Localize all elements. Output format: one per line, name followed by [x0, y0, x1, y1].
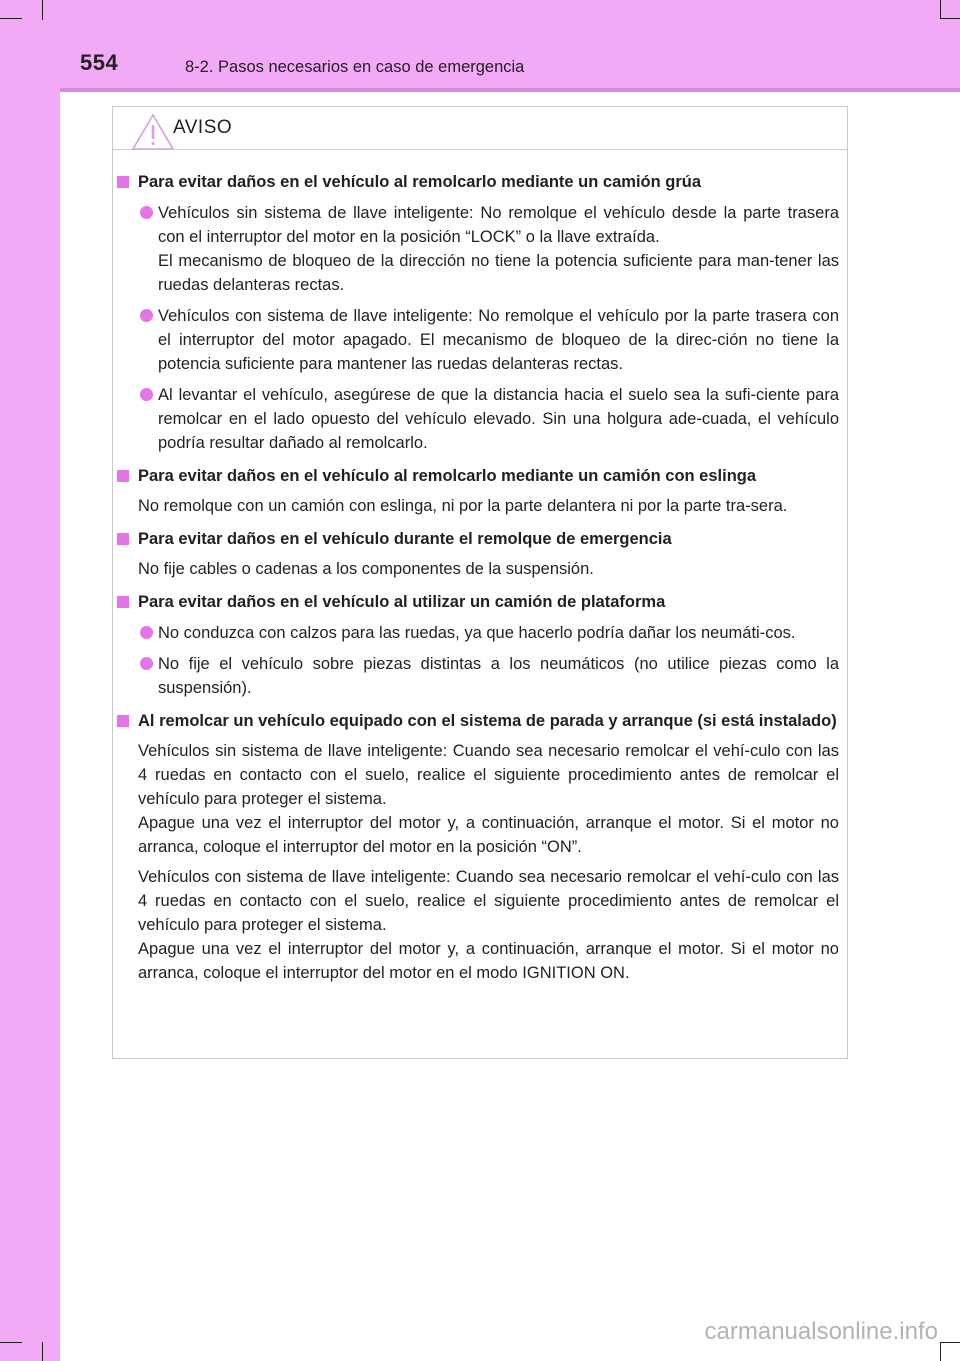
crop-mark [940, 1342, 941, 1361]
warning-triangle-icon [131, 113, 175, 151]
bullet-item: No conduzca con calzos para las ruedas, ya que hacerlo podría dañar los neumáti-cos. [117, 621, 839, 645]
warning-title: AVISO [173, 117, 233, 138]
square-bullet-icon [117, 470, 129, 482]
section-heading: Para evitar daños en el vehículo al utilizar un camión de plataforma [117, 590, 839, 614]
square-bullet-icon [117, 533, 129, 545]
round-bullet-icon [140, 309, 153, 322]
square-bullet-icon [117, 176, 129, 188]
section-heading: Al remolcar un vehículo equipado con el sistema de parada y arranque (si está instalado) [117, 709, 839, 733]
bullet-item: Al levantar el vehículo, asegúrese de que la distancia hacia el suelo sea la sufi-ciente para remolcar en el lado opuesto del vehículo elevado. Sin una holgura ade-cuada, el vehículo podría resultar dañado al remolcarlo. [117, 383, 839, 455]
paragraph: Vehículos con sistema de llave inteligente: Cuando sea necesario remolcar el vehí-culo con las 4 ruedas en contacto con el suelo, realice el siguiente procedimiento antes de remolcar el vehículo para proteger el sistema. Apague una vez el interruptor del motor y, a continuación, arranque el motor. Si el motor no arranca, coloque el interruptor del motor en el modo IGNITION ON. [138, 868, 839, 982]
warning-box [112, 106, 848, 1059]
warning-header [113, 107, 847, 150]
section-heading: Para evitar daños en el vehículo durante el remolque de emergencia [117, 527, 839, 551]
crop-mark [42, 0, 43, 20]
round-bullet-icon [140, 626, 153, 639]
section-heading: Para evitar daños en el vehículo al remolcarlo mediante un camión grúa [117, 170, 839, 194]
square-bullet-icon [117, 596, 129, 608]
watermark: carmanualsonline.info [704, 1318, 938, 1345]
warning-content [117, 167, 839, 985]
round-bullet-icon [140, 388, 153, 401]
bullet-item: Vehículos sin sistema de llave inteligente: No remolque el vehículo desde la parte trasera con el interruptor del motor en la posición “LOCK” o la llave extraída. El mecanismo de bloqueo de la dirección no tiene la potencia suficiente para man-tener las ruedas delanteras rectas. [117, 201, 839, 297]
header-rule [60, 88, 960, 92]
crop-mark [0, 1342, 22, 1343]
paragraph: No fije cables o cadenas a los componentes de la suspensión. [138, 560, 594, 578]
round-bullet-icon [140, 206, 153, 219]
square-bullet-icon [117, 715, 129, 727]
bullet-item: No fije el vehículo sobre piezas distintas a los neumáticos (no utilice piezas como la suspensión). [117, 652, 839, 700]
side-color-strip [0, 0, 60, 1361]
crop-mark [940, 1342, 960, 1343]
paragraph: Vehículos sin sistema de llave inteligente: Cuando sea necesario remolcar el vehí-culo con las 4 ruedas en contacto con el suelo, realice el siguiente procedimiento antes de remolcar el vehículo para proteger el sistema. Apague una vez el interruptor del motor y, a continuación, arranque el motor. Si el motor no arranca, coloque el interruptor del motor en la posición “ON”. [138, 742, 839, 856]
crop-mark [940, 0, 941, 18]
crop-mark [42, 1342, 43, 1361]
page-number: 554 [80, 50, 119, 75]
crop-mark [0, 18, 22, 19]
round-bullet-icon [140, 657, 153, 670]
paragraph: No remolque con un camión con eslinga, ni por la parte delantera ni por la parte tra-sera. [138, 497, 788, 515]
bullet-item: Vehículos con sistema de llave inteligente: No remolque el vehículo por la parte trasera con el interruptor del motor apagado. El mecanismo de bloqueo de la direc-ción no tiene la potencia suficiente para mantener las ruedas delanteras rectas. [117, 304, 839, 376]
chapter-title: 8-2. Pasos necesarios en caso de emergencia [185, 58, 525, 76]
crop-mark [940, 18, 960, 19]
section-heading: Para evitar daños en el vehículo al remolcarlo mediante un camión con eslinga [117, 464, 839, 488]
